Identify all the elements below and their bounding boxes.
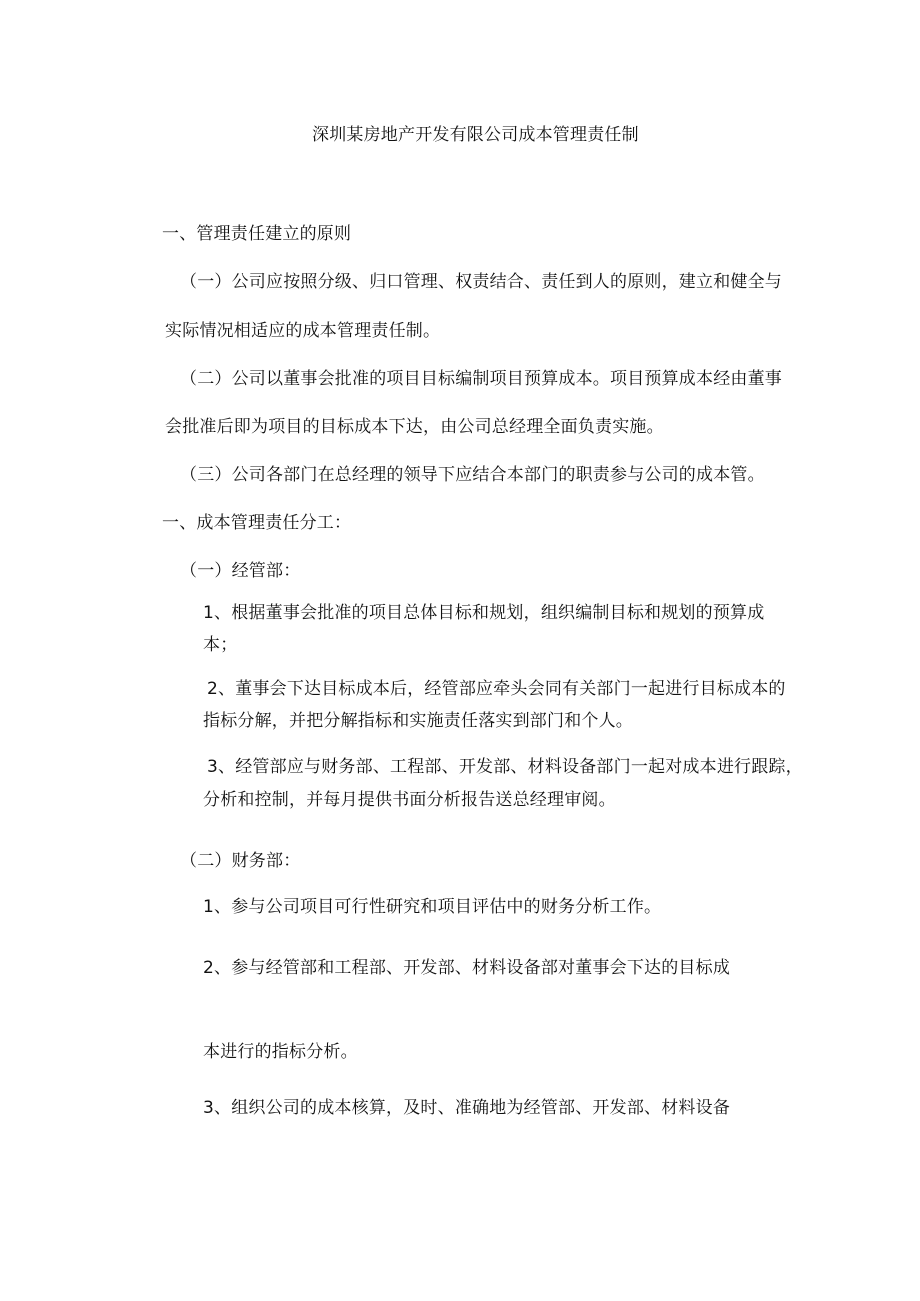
subsection-heading-management: （一）经管部： bbox=[180, 561, 301, 581]
list-item-line: 本进行的指标分析。 bbox=[203, 1042, 358, 1062]
paragraph-line: （一）公司应按照分级、归口管理、权责结合、责任到人的原则，建立和健全与 bbox=[180, 272, 782, 292]
paragraph-line: 会批准后即为项目的目标成本下达，由公司总经理全面负责实施。 bbox=[165, 417, 664, 437]
list-item-line: 指标分解，并把分解指标和实施责任落实到部门和个人。 bbox=[203, 711, 633, 731]
list-item-line: 2、参与经管部和工程部、开发部、材料设备部对董事会下达的目标成 bbox=[203, 958, 731, 978]
section-heading-division: 一、成本管理责任分工： bbox=[162, 513, 352, 533]
list-item-line: 3、组织公司的成本核算，及时、准确地为经管部、开发部、材料设备 bbox=[203, 1098, 731, 1118]
subsection-heading-finance: （二）财务部： bbox=[180, 851, 301, 871]
list-item-line: 1、参与公司项目可行性研究和项目评估中的财务分析工作。 bbox=[203, 897, 662, 917]
list-item-line: 1、根据董事会批准的项目总体目标和规划，组织编制目标和规划的预算成 bbox=[203, 603, 765, 623]
section-heading-principles: 一、管理责任建立的原则 bbox=[162, 224, 352, 244]
list-item-line: 分析和控制，并每月提供书面分析报告送总经理审阅。 bbox=[203, 790, 616, 810]
paragraph-line: 实际情况相适应的成本管理责任制。 bbox=[165, 321, 441, 341]
list-item-line: 本； bbox=[203, 635, 238, 655]
document-title: 深圳某房地产开发有限公司成本管理责任制 bbox=[312, 125, 639, 145]
list-item-line: 3、经管部应与财务部、工程部、开发部、材料设备部门一起对成本进行跟踪， bbox=[207, 757, 803, 777]
paragraph-line: （三）公司各部门在总经理的领导下应结合本部门的职责参与公司的成本管。 bbox=[180, 465, 765, 485]
paragraph-line: （二）公司以董事会批准的项目目标编制项目预算成本。项目预算成本经由董事 bbox=[180, 369, 782, 389]
list-item-line: 2、董事会下达目标成本后，经管部应牵头会同有关部门一起进行目标成本的 bbox=[207, 679, 786, 699]
